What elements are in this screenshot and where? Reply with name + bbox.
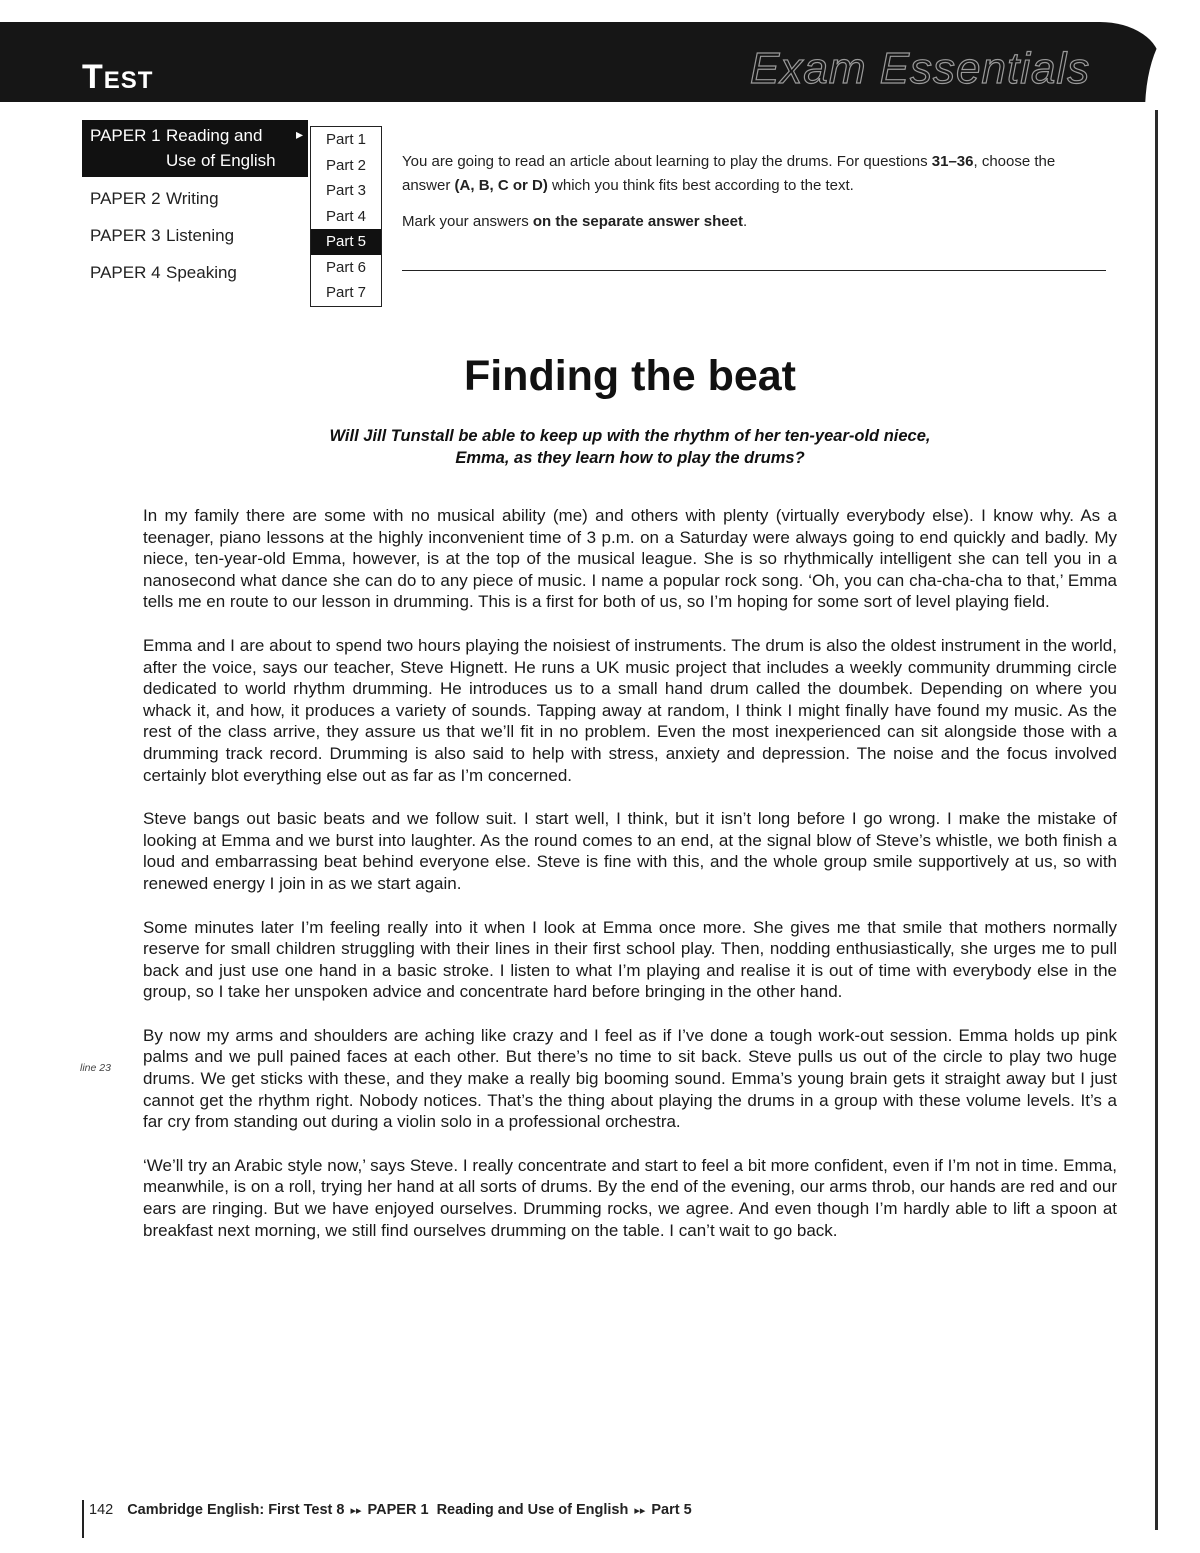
paper-name: Writing — [166, 189, 219, 208]
paper-name: Reading and Use of English ▸ — [166, 123, 308, 173]
footer-separator-icon: ▸▸ — [350, 1505, 362, 1517]
footer-part: Part 5 — [651, 1502, 692, 1518]
instruction-answer-sheet: Mark your answers on the separate answer sheet. — [402, 213, 748, 230]
article-title: Finding the beat — [463, 352, 797, 400]
article-paragraph-5: By now my arms and shoulders are aching like crazy and I feel as if I’ve done a tough work-out session. Emma holds up pink palms and we pull pained faces at each other. But there’s no time to sit back. Steve pulls us out of the circle to play two huge drums. We get sticks with these, and they make a really big booming sound. Emma’s young brain gets it straight away but I just cannot get the rhythm right. Nobody notices. That’s the thing about playing the drums in a group with these volume levels. It’s a far cry from standing out during a violin solo in a professional orchestra. — [143, 1025, 1117, 1132]
footer-paper-name: Reading and Use of English — [436, 1502, 629, 1518]
paper-name: Listening — [166, 226, 235, 245]
article-paragraph-6: ‘We’ll try an Arabic style now,’ says Steve. I really concentrate and start to feel a bit more confident, even if I’m not in time. Emma, meanwhile, is on a roll, trying her hand at all sorts of drums. By the end of the evening, our arms throb, our hands are red and our ears are ringing. But we have enjoyed ourselves. Drumming rocks, we agree. And even though I’m hardly able to lift a spoon at breakfast next morning, we still find ourselves drumming on the table. I can’t wait to go back. — [143, 1155, 1117, 1240]
instructions — [402, 150, 1102, 234]
article-paragraph-1: In my family there are some with no musical ability (me) and others with plenty (virtually everybody else). I know why. As a teenager, piano lessons at the highly inconvenient time of 3 p.m. on a Saturday were always going to end quickly and badly. My niece, ten-year-old Emma, however, is at the top of the musical league. She is so rhythmically intelligent she can tell you in a nanosecond what dance she can do to any piece of music. I name a popular rock song. ‘Oh, you can cha-cha-cha to that,’ Emma tells me en route to our lesson in drumming. This is a first for both of us, so I’m hoping for some sort of level playing field. — [143, 506, 1117, 612]
right-margin-rule — [1155, 110, 1158, 1530]
article-paragraph-3: Steve bangs out basic beats and we follow suit. I start well, I think, but it isn’t long before I go wrong. I make the mistake of looking at Emma and we burst into laughter. As the round comes to an end, at the signal blow of Steve’s whistle, we both finish a loud and embarrassing beat behind everyone else. Steve is fine with this, and the whole group smile supportively at us, so with renewed energy I join in as we start again. — [143, 809, 1117, 893]
page-footer — [82, 1500, 692, 1538]
paper-number: PAPER 1 — [90, 126, 161, 145]
exam-essentials-logo: Exam Essentials — [750, 44, 1091, 93]
header-page-curl — [1145, 22, 1200, 132]
article-paragraph-4: Some minutes later I’m feeling really into it when I look at Emma once more. She gives me that smile that mothers normally reserve for small children struggling with their lines in their first school play. Then, nodding enthusiastically, she urges me to pull back and just use one hand in a basic stroke. I listen to what I’m playing and realise it is out of time with everybody else in the group, so I take her unspoken advice and concentrate hard before bringing in the other hand. — [143, 917, 1117, 1002]
part-item-1: Part 1 — [325, 131, 367, 148]
paper-number: PAPER 2 — [90, 189, 161, 208]
footer-separator-icon: ▸▸ — [634, 1505, 646, 1517]
paper-item-3 — [82, 222, 308, 249]
paper-name: Speaking — [166, 263, 237, 282]
part-item-4: Part 4 — [325, 207, 367, 225]
article-paragraph-2: Emma and I are about to spend two hours playing the noisiest of instruments. The drum is also the oldest instrument in the world, after the voice, says our teacher, Steve Hignett. He runs a UK music project that includes a weekly community drumming circle dedicated to world rhythm drumming. He introduces us to a small hand drum called the doumbek. Depending on where you whack it, and how, it produces a variety of sounds. Tapping away at random, I think I might finally have found my music. As the rest of the class arrive, they assure us that we’ll fit in no problem. Even the most inexperienced can sit alongside those with a drumming track record. Drumming is also said to help with stress, anxiety and depression. The noise and the focus involved certainly blot everything else out as far as I’m concerned. — [143, 635, 1117, 785]
paper-number: PAPER 3 — [90, 226, 161, 245]
instruction-questions: You are going to read an article about learning to play the drums. For questions 31–36, choose the answer (A, B, C or D) which you think fits best according to the text. — [402, 153, 1056, 194]
instructions-divider — [402, 270, 1106, 271]
paper-item-4 — [82, 259, 308, 286]
article-subtitle: Will Jill Tunstall be able to keep up with the rhythm of her ten-year-old niece, Emma, as they learn how to play the drums? — [329, 427, 931, 467]
line-23-marker: line 23 — [80, 1062, 111, 1074]
paper-menu — [82, 120, 308, 286]
page-number: 142 — [89, 1502, 114, 1518]
paper-item-2 — [82, 185, 308, 212]
part-item-6: Part 6 — [325, 258, 367, 276]
part-item-3: Part 3 — [325, 182, 367, 199]
parts-list — [310, 126, 382, 307]
part-item-7: Part 7 — [325, 284, 367, 301]
article-body — [143, 505, 1117, 1263]
test-heading: Test — [82, 58, 154, 96]
footer-paper: PAPER 1 — [367, 1502, 429, 1518]
footer-book-title: Cambridge English: First Test 8 — [127, 1502, 345, 1518]
part-item-2: Part 2 — [325, 156, 367, 174]
part-item-5: Part 5 — [311, 229, 381, 255]
paper-item-1 — [82, 120, 308, 177]
paper-number: PAPER 4 — [90, 263, 161, 282]
